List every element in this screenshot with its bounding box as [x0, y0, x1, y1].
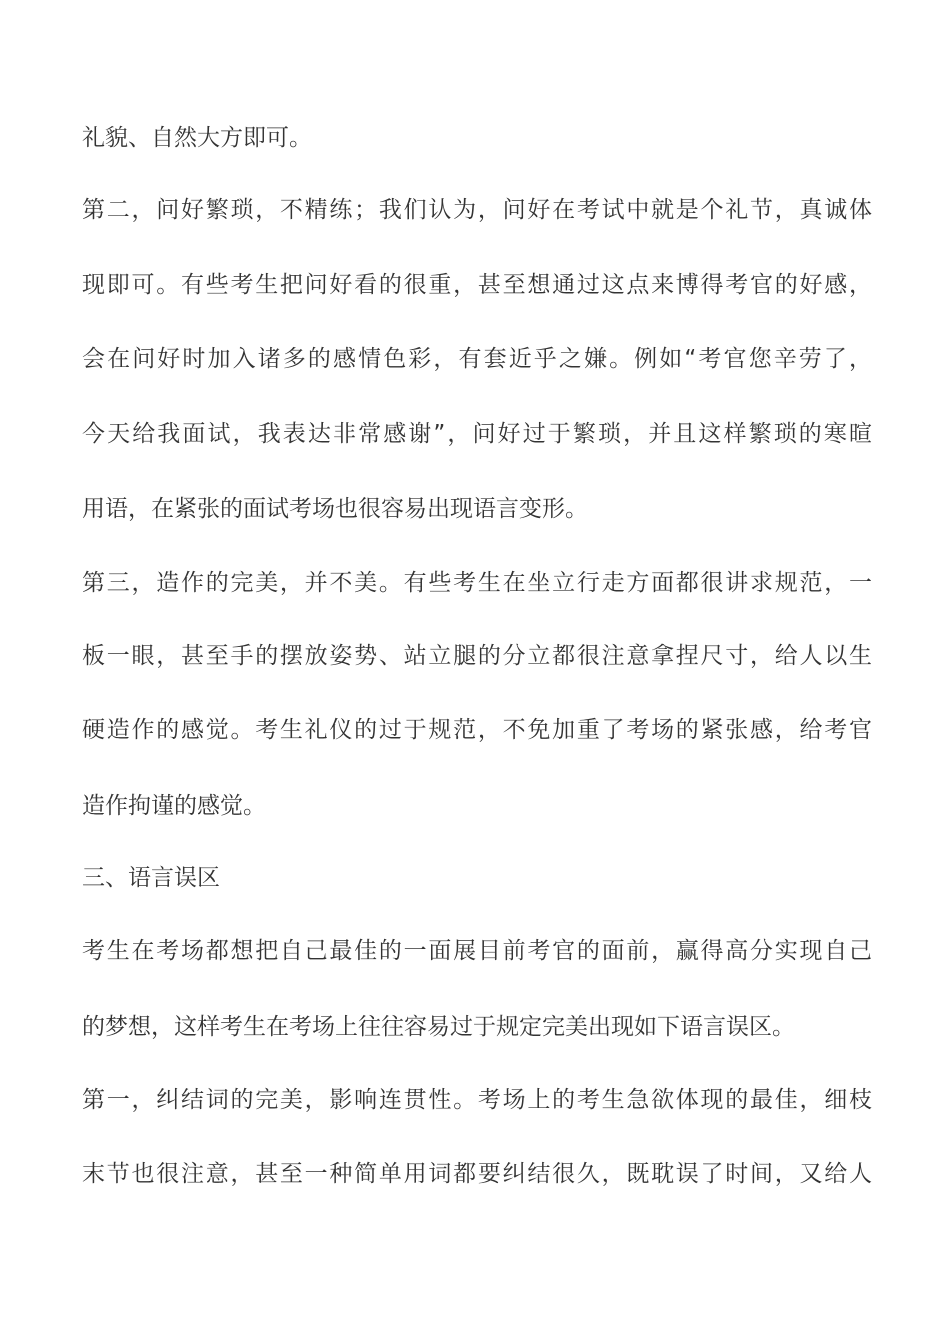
- text-line: 会在问好时加入诸多的感情色彩，有套近乎之嫌。例如“考官您辛劳了，: [82, 346, 872, 372]
- text-line: 造作拘谨的感觉。: [82, 793, 266, 819]
- text-line: 硬造作的感觉。考生礼仪的过于规范，不免加重了考场的紧张感，给考官: [82, 717, 872, 743]
- text-line: 第二，问好繁琐，不精练；我们认为，问好在考试中就是个礼节，真诚体: [82, 197, 872, 223]
- text-line: 考生在考场都想把自己最佳的一面展目前考官的面前，赢得高分实现自己: [82, 938, 872, 964]
- text-line: 第一，纠结词的完美，影响连贯性。考场上的考生急欲体现的最佳，细枝: [82, 1087, 872, 1113]
- text-line: 用语，在紧张的面试考场也很容易出现语言变形。: [82, 496, 588, 522]
- text-line: 礼貌、自然大方即可。: [82, 125, 312, 151]
- text-line: 现即可。有些考生把问好看的很重，甚至想通过这点来博得考官的好感，: [82, 272, 872, 298]
- text-line: 末节也很注意，甚至一种简单用词都要纠结很久，既耽误了时间，又给人: [82, 1161, 872, 1187]
- text-line: 今天给我面试，我表达非常感谢”，问好过于繁琐，并且这样繁琐的寒暄: [82, 421, 872, 447]
- text-line: 的梦想，这样考生在考场上往往容易过于规定完美出现如下语言误区。: [82, 1014, 795, 1040]
- text-line: 板一眼，甚至手的摆放姿势、站立腿的分立都很注意拿捏尺寸，给人以生: [82, 643, 872, 669]
- section-heading: 三、语言误区: [82, 865, 220, 891]
- text-line: 第三，造作的完美，并不美。有些考生在坐立行走方面都很讲求规范，一: [82, 570, 872, 596]
